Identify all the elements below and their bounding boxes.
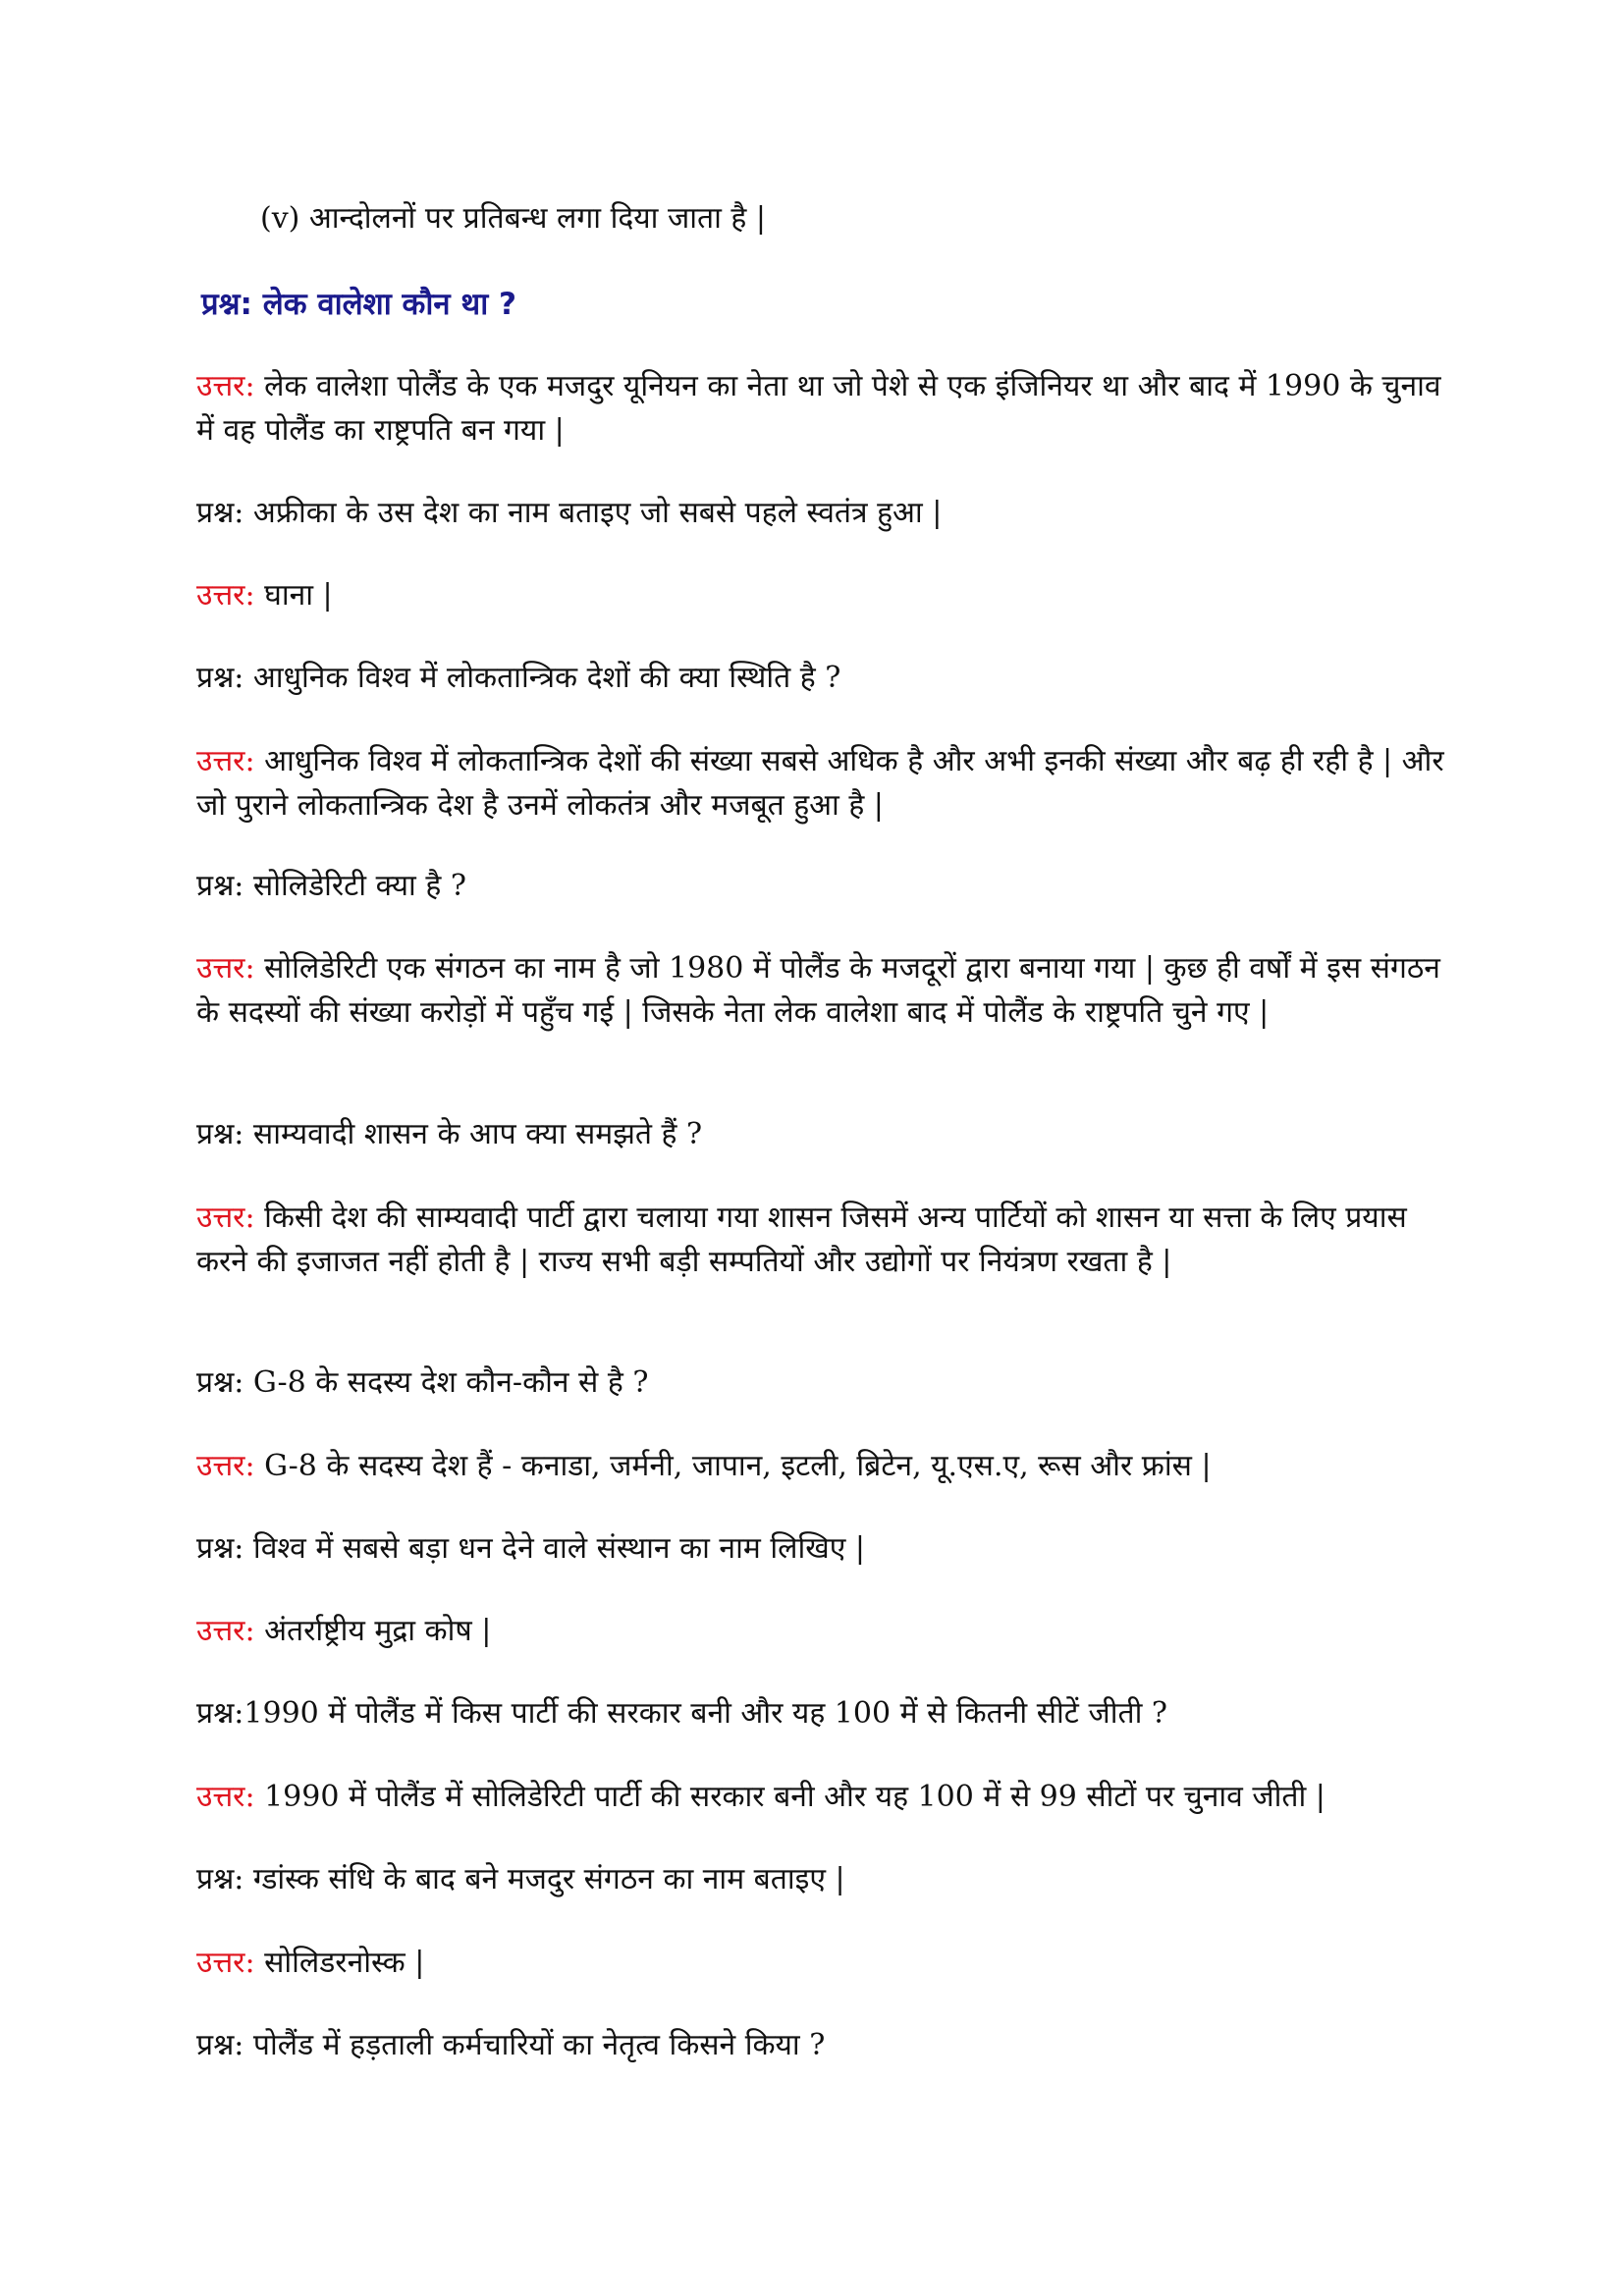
answer-text: 1990 में पोलैंड में सोलिडेरिटी पार्टी की सरकार बनी और यह 100 में से 99 सीटों पर चुनाव जीती | xyxy=(254,1780,1325,1814)
section-heading xyxy=(201,283,1458,327)
question-paragraph xyxy=(196,1112,1453,1156)
question-label: प्रश्न: xyxy=(196,1696,244,1731)
question-paragraph xyxy=(196,2023,1453,2067)
question-label: प्रश्न: xyxy=(196,496,244,530)
question-text: आधुनिक विश्व में लोकतान्त्रिक देशों की क्या स्थिति है ? xyxy=(243,661,841,695)
answer-text: किसी देश की साम्यवादी पार्टी द्वारा चलाया गया शासन जिसमें अन्य पार्टियों को शासन या सत्ता के लिए प्रयास करने की इजाजत नहीं होती है | राज्य सभी बड़ी सम्पतियों और उद्योगों पर नियंत्रण रखता है | xyxy=(196,1201,1407,1279)
answer-paragraph xyxy=(196,573,1453,617)
question-label: प्रश्न: xyxy=(196,1531,244,1566)
answer-text: घाना | xyxy=(254,578,333,613)
answer-label: उत्तर: xyxy=(196,578,255,613)
answer-text: G-8 के सदस्य देश हैं - कनाडा, जर्मनी, जापान, इटली, ब्रिटेन, यू.एस.ए, रूस और फ्रांस | xyxy=(254,1449,1212,1483)
answer-paragraph xyxy=(196,739,1453,828)
question-paragraph xyxy=(196,1691,1453,1735)
answer-text: आधुनिक विश्व में लोकतान्त्रिक देशों की संख्या सबसे अधिक है और अभी इनकी संख्या और बढ़ ही रही है | और जो पुराने लोकतान्त्रिक देश है उनमें लोकतंत्र और मजबूत हुआ है | xyxy=(196,744,1444,823)
answer-label: उत्तर: xyxy=(196,1946,255,1980)
question-label: प्रश्न: xyxy=(196,2028,244,2062)
question-paragraph xyxy=(196,864,1453,908)
answer-text: अंतर्राष्ट्रीय मुद्रा कोष | xyxy=(254,1614,492,1648)
answer-paragraph xyxy=(196,1196,1453,1284)
answer-label: उत्तर: xyxy=(196,1201,255,1235)
answer-label: उत्तर: xyxy=(196,744,255,778)
question-text: अफ्रीका के उस देश का नाम बताइए जो सबसे पहले स्वतंत्र हुआ | xyxy=(243,496,943,530)
answer-paragraph xyxy=(196,1609,1453,1653)
question-paragraph xyxy=(196,491,1453,535)
question-text: सोलिडेरिटी क्या है ? xyxy=(243,869,466,903)
question-paragraph xyxy=(196,1361,1453,1405)
answer-paragraph xyxy=(196,364,1453,453)
answer-label: उत्तर: xyxy=(196,951,255,986)
answer-text: सोलिडरनोस्क | xyxy=(254,1946,425,1980)
question-label: प्रश्न: xyxy=(196,869,244,903)
question-label: प्रश्न: xyxy=(196,1117,244,1151)
question-paragraph xyxy=(196,1526,1453,1571)
answer-text: सोलिडेरिटी एक संगठन का नाम है जो 1980 में पोलैंड के मजदूरों द्वारा बनाया गया | कुछ ही वर्षों में इस संगठन के सदस्यों की संख्या करोड़ों में पहुँच गई | जिसके नेता लेक वालेशा बाद में पोलैंड के राष्ट्रपति चुने गए | xyxy=(196,951,1440,1030)
answer-text: लेक वालेशा पोलैंड के एक मजदुर यूनियन का नेता था जो पेशे से एक इंजिनियर था और बाद में 1990 के चुनाव में वह पोलैंड का राष्ट्रपति बन गया | xyxy=(196,369,1441,448)
answer-paragraph xyxy=(196,1775,1453,1819)
answer-label: उत्तर: xyxy=(196,369,255,403)
question-text: ग्डांस्क संधि के बाद बने मजदुर संगठन का नाम बताइए | xyxy=(243,1862,845,1896)
question-text: विश्व में सबसे बड़ा धन देने वाले संस्थान का नाम लिखिए | xyxy=(243,1531,865,1566)
question-text: 1990 में पोलैंड में किस पार्टी की सरकार बनी और यह 100 में से कितनी सीटें जीती ? xyxy=(243,1696,1167,1731)
heading-label: प्रश्न: xyxy=(201,287,252,322)
answer-label: उत्तर: xyxy=(196,1614,255,1648)
question-text: पोलैंड में हड़ताली कर्मचारियों का नेतृत्व किसने किया ? xyxy=(243,2028,826,2062)
heading-text: लेक वालेशा कौन था ? xyxy=(251,287,516,322)
answer-paragraph xyxy=(196,946,1453,1035)
answer-label: उत्तर: xyxy=(196,1780,255,1814)
answer-paragraph xyxy=(196,1941,1453,1985)
question-label: प्रश्न: xyxy=(196,661,244,695)
list-item-text: (v) आन्दोलनों पर प्रतिबन्ध लगा दिया जाता है | xyxy=(260,201,766,236)
question-label: प्रश्न: xyxy=(196,1365,244,1400)
list-item-v xyxy=(260,196,1517,240)
answer-paragraph xyxy=(196,1444,1453,1488)
answer-label: उत्तर: xyxy=(196,1449,255,1483)
question-label: प्रश्न: xyxy=(196,1862,244,1896)
question-text: साम्यवादी शासन के आप क्या समझते हैं ? xyxy=(243,1117,703,1151)
question-text: G-8 के सदस्य देश कौन-कौन से है ? xyxy=(243,1365,649,1400)
question-paragraph xyxy=(196,1857,1453,1901)
question-paragraph xyxy=(196,656,1453,700)
